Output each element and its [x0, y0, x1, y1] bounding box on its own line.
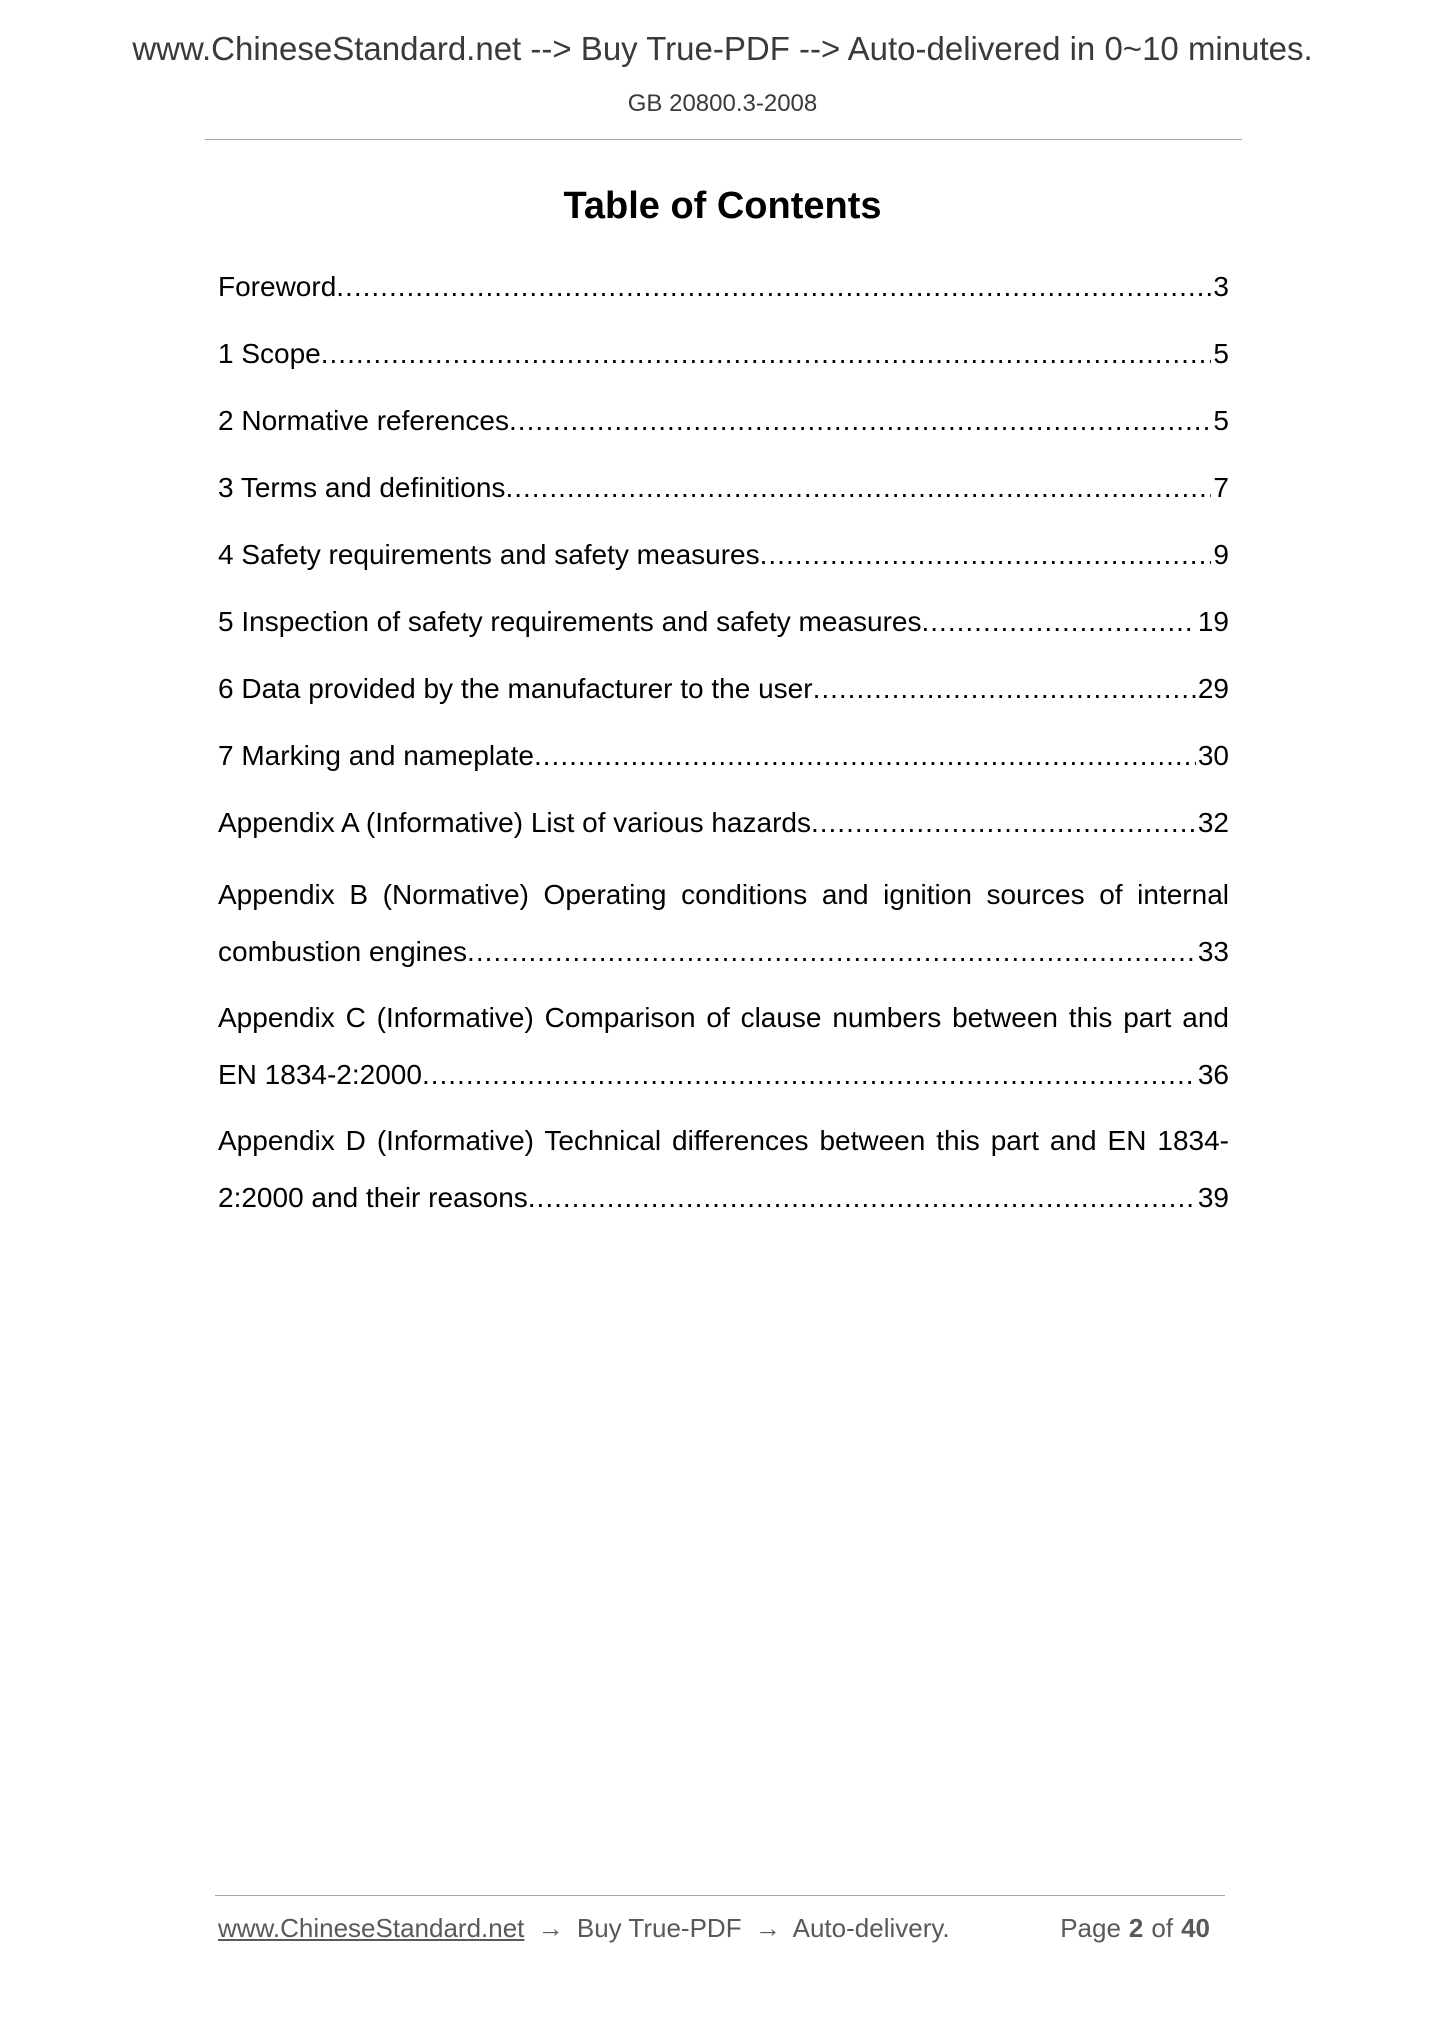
toc-entry-text: 4 Safety requirements and safety measures	[218, 539, 760, 570]
table-of-contents	[218, 263, 1229, 1235]
toc-title: Table of Contents	[563, 185, 882, 227]
toc-leader-dots	[528, 1169, 1196, 1226]
header-divider	[205, 139, 1242, 140]
toc-page-number: 33	[1197, 936, 1229, 967]
toc-leader-dots	[321, 330, 1212, 378]
page-total: 40	[1181, 1913, 1210, 1943]
toc-entry-text: 6 Data provided by the manufacturer to the user	[218, 673, 813, 704]
toc-page-number: 9	[1213, 539, 1229, 570]
site-link[interactable]: www.ChineseStandard.net	[218, 1913, 525, 1943]
page-label: Page	[1060, 1913, 1121, 1943]
toc-entry-text: 2 Normative references	[218, 405, 510, 436]
toc-entry-data-provided[interactable]	[218, 665, 1229, 713]
footer-divider	[215, 1895, 1225, 1896]
toc-leader-dots	[505, 464, 1211, 512]
standard-code: GB 20800.3-2008	[627, 90, 818, 117]
toc-leader-dots	[336, 263, 1211, 311]
toc-page-number: 36	[1197, 1059, 1229, 1090]
arrow-right-icon: →	[754, 1913, 781, 1943]
toc-entry-foreword[interactable]	[218, 263, 1229, 311]
toc-entry-safety-requirements[interactable]	[218, 531, 1229, 579]
toc-page-number: 3	[1213, 271, 1229, 302]
buy-true-pdf-text: Buy True-PDF	[576, 1913, 742, 1943]
toc-entry-text: Appendix A (Informative) List of various hazards	[218, 807, 811, 838]
page-current: 2	[1128, 1913, 1144, 1943]
toc-page-number: 7	[1213, 472, 1229, 503]
toc-page-number: 32	[1197, 807, 1229, 838]
toc-page-number: 5	[1213, 405, 1229, 436]
toc-entry-text: EN 1834-2:2000	[218, 1059, 422, 1090]
toc-entry-lead-line: Appendix D (Informative) Technical differences between this part and EN 1834-	[218, 1125, 1229, 1156]
toc-leader-dots	[811, 799, 1196, 847]
site-banner: www.ChineseStandard.net --> Buy True-PDF --> Auto-delivered in 0~10 minutes.	[132, 30, 1313, 67]
toc-entry-lead-line: Appendix C (Informative) Comparison of clause numbers between this part and	[218, 1002, 1229, 1033]
toc-entry-text: Foreword	[218, 271, 337, 302]
toc-entry-inspection[interactable]	[218, 598, 1229, 646]
toc-entry-appendix-d[interactable]	[218, 1112, 1229, 1226]
toc-leader-dots	[422, 1046, 1196, 1103]
toc-leader-dots	[534, 732, 1196, 780]
toc-entry-appendix-b[interactable]	[218, 866, 1229, 980]
toc-entry-text: 1 Scope	[218, 338, 321, 369]
toc-entry-text: combustion engines	[218, 936, 468, 967]
toc-leader-dots	[509, 397, 1211, 445]
toc-leader-dots	[760, 531, 1212, 579]
toc-page-number: 29	[1197, 673, 1229, 704]
toc-entry-text: 3 Terms and definitions	[218, 472, 506, 503]
toc-entry-normative-references[interactable]	[218, 397, 1229, 445]
toc-entry-terms-and-definitions[interactable]	[218, 464, 1229, 512]
toc-page-number: 30	[1197, 740, 1229, 771]
toc-leader-dots	[813, 665, 1196, 713]
toc-entry-text: 2:2000 and their reasons	[218, 1182, 528, 1213]
toc-leader-dots	[922, 598, 1196, 646]
toc-page-number: 5	[1213, 338, 1229, 369]
page-indicator	[1060, 1913, 1218, 1944]
toc-page-number: 39	[1197, 1182, 1229, 1213]
toc-entry-marking-and-nameplate[interactable]	[218, 732, 1229, 780]
toc-entry-appendix-a[interactable]	[218, 799, 1229, 847]
arrow-right-icon: →	[537, 1913, 564, 1943]
toc-leader-dots	[467, 923, 1196, 980]
toc-entry-lead-line: Appendix B (Normative) Operating conditions and ignition sources of internal	[218, 879, 1229, 910]
toc-entry-text: 7 Marking and nameplate	[218, 740, 534, 771]
toc-entry-text: 5 Inspection of safety requirements and safety measures	[218, 606, 922, 637]
toc-entry-scope[interactable]	[218, 330, 1229, 378]
page-of-label: of	[1151, 1913, 1174, 1943]
page-footer	[218, 1913, 1218, 1944]
auto-delivery-text: Auto-delivery.	[792, 1913, 950, 1943]
toc-page-number: 19	[1197, 606, 1229, 637]
toc-entry-appendix-c[interactable]	[218, 989, 1229, 1103]
